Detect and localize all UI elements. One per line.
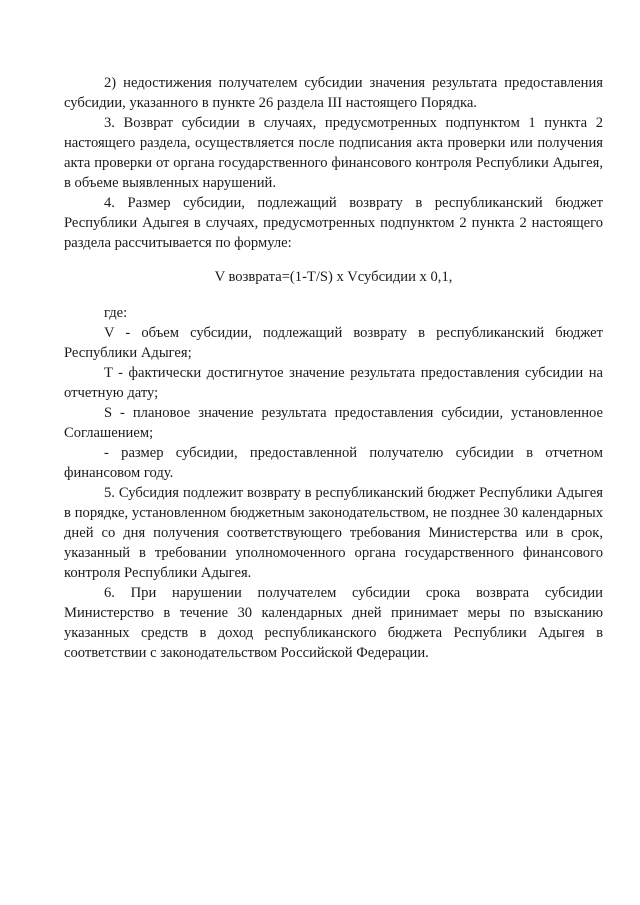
where-label: где: [104, 305, 128, 321]
paragraph-item-6: 6. При нарушении получателем субсидии срока возврата субсидии Министерство в течение 30 календарных дней принимает меры по взысканию указанных средств в доход республиканского бюджета Республики Адыгея в соответствии с законодательством Российской Федерации. [64, 585, 603, 661]
paragraph-item-2: 2) недостижения получателем субсидии значения результата предоставления субсидии, указанного в пункте 26 раздела III настоящего Порядка. [64, 75, 603, 111]
paragraph-item-5: 5. Субсидия подлежит возврату в республиканский бюджет Республики Адыгея в порядке, установленном бюджетным законодательством, не позднее 30 календарных дней со дня получения соответствующего требования Министерства или в срок, указанный в требовании уполномоченного органа государственного финансового контроля Республики Адыгея. [64, 485, 603, 581]
paragraph-item-4: 4. Размер субсидии, подлежащий возврату в республиканский бюджет Республики Адыгея в случаях, предусмотренных подпунктом 2 пункта 2 настоящего раздела рассчитывается по формуле: [64, 195, 603, 251]
definition-s: S - плановое значение результата предоставления субсидии, установленное Соглашением; [64, 405, 603, 441]
definition-t: T - фактически достигнутое значение результата предоставления субсидии на отчетную дату; [64, 365, 603, 401]
paragraph-item-3: 3. Возврат субсидии в случаях, предусмотренных подпунктом 1 пункта 2 настоящего раздела, осуществляется после подписания акта проверки или получения акта проверки от органа государственного финансового контроля Республики Адыгея, в объеме выявленных нарушений. [64, 115, 603, 191]
document-body [64, 73, 603, 663]
return-formula: V возврата=(1-T/S) x Vсубсидии x 0,1, [214, 269, 453, 285]
definition-subsidy: - размер субсидии, предоставленной получателю субсидии в отчетном финансовом году. [64, 445, 603, 481]
definition-v: V - объем субсидии, подлежащий возврату в республиканский бюджет Республики Адыгея; [64, 325, 603, 361]
